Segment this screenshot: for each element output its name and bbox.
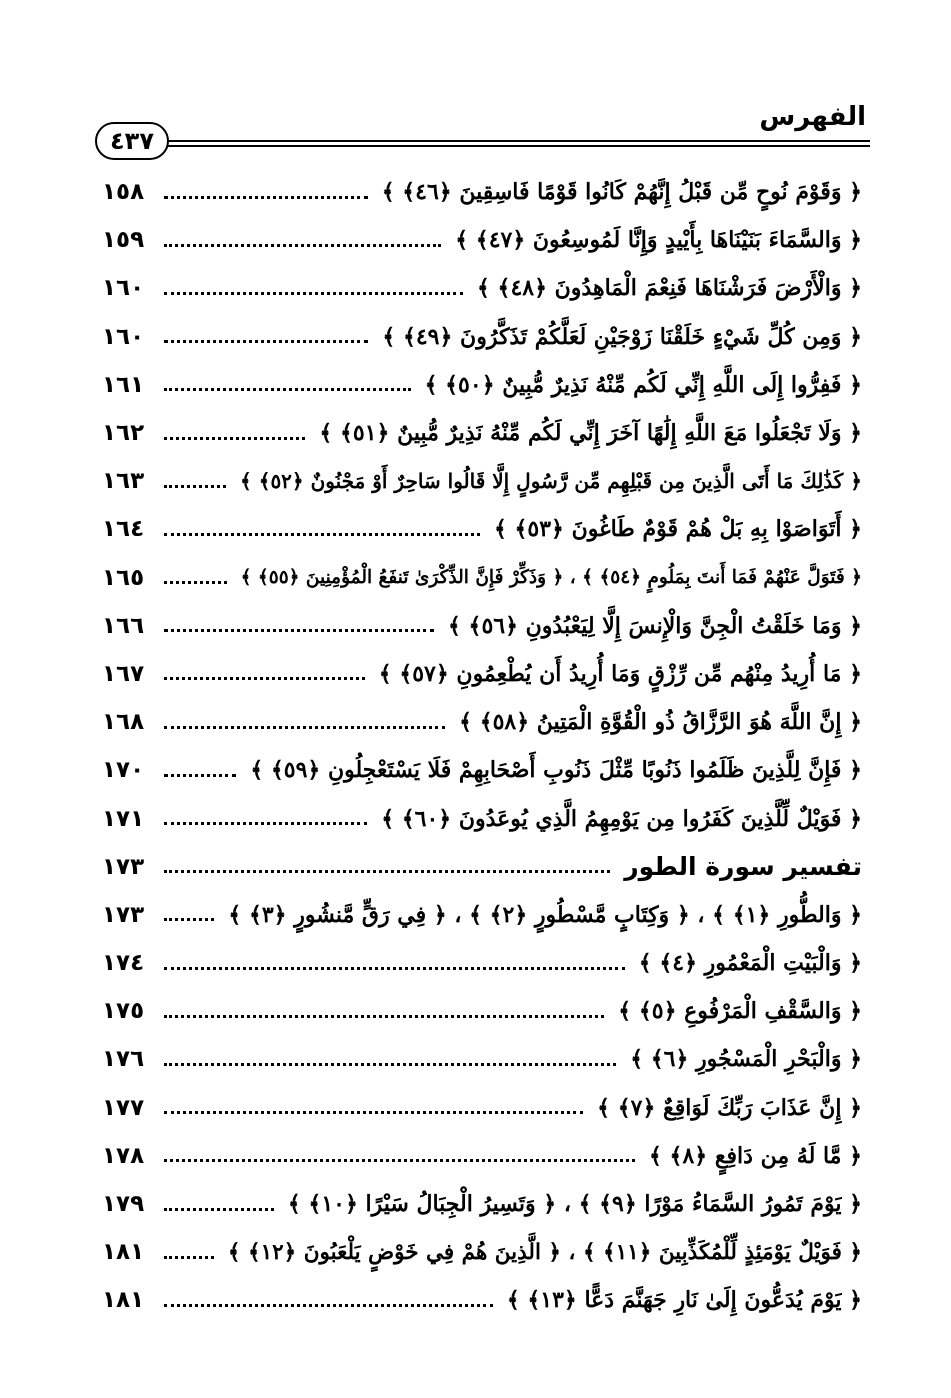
verse-text: ﴿ فَوَيْلٌ لِّلَّذِينَ كَفَرُوا مِن يَوْمِهِمُ الَّذِي يُوعَدُونَ ﴿٦٠﴾ ﴾	[375, 806, 862, 832]
dot-leader	[164, 774, 236, 777]
page-reference: ١٥٩	[102, 227, 145, 254]
verse-text: ﴿ إِنَّ اللَّهَ هُوَ الرَّزَّاقُ ذُو الْقُوَّةِ الْمَتِينُ ﴿٥٨﴾ ﴾	[453, 709, 862, 735]
index-entry	[102, 939, 862, 987]
dot-leader	[164, 918, 214, 921]
page-reference: ١٧٣	[102, 901, 145, 928]
page-header	[95, 100, 870, 160]
index-entry	[102, 650, 862, 698]
page-reference: ١٧٣	[102, 853, 145, 880]
page-reference: ١٧٥	[102, 998, 145, 1025]
verse-text: ﴿ فَوَيْلٌ يَوْمَئِذٍ لِّلْمُكَذِّبِينَ ﴿١١﴾ ﴾ ، ﴿ الَّذِينَ هُمْ فِي خَوْضٍ يَلْعَبُونَ ﴿١٢﴾ ﴾	[222, 1240, 862, 1265]
dot-leader	[164, 1159, 635, 1162]
dot-leader	[164, 196, 368, 199]
verse-text: ﴿ وَقَوْمَ نُوحٍ مِّن قَبْلُ إِنَّهُمْ كَانُوا قَوْمًا فَاسِقِينَ ﴿٤٦﴾ ﴾	[376, 179, 862, 205]
index-entry	[102, 216, 862, 264]
verse-text: ﴿ كَذَٰلِكَ مَا أَتَى الَّذِينَ مِن قَبْلِهِم مِّن رَّسُولٍ إِلَّا قَالُوا سَاحِرٌ أَوْ مَجْنُونٌ ﴿٥٢﴾ ﴾	[234, 469, 862, 493]
verse-text: ﴿ وَالْأَرْضَ فَرَشْنَاهَا فَنِعْمَ الْمَاهِدُونَ ﴿٤٨﴾ ﴾	[471, 275, 862, 301]
index-entry	[102, 602, 862, 650]
header-rule	[155, 140, 870, 147]
index-entry	[102, 457, 862, 505]
page-reference: ١٥٨	[102, 179, 145, 206]
index-entry	[102, 409, 862, 457]
index-entries	[102, 168, 862, 1325]
index-entry	[102, 168, 862, 216]
index-entry	[102, 505, 862, 553]
dot-leader	[164, 1304, 493, 1307]
index-entry	[102, 1180, 862, 1228]
dot-leader	[164, 581, 227, 584]
verse-text: ﴿ يَوْمَ يُدَعُّونَ إِلَىٰ نَارِ جَهَنَّمَ دَعًّا ﴿١٣﴾ ﴾	[501, 1287, 862, 1313]
page-reference: ١٦٠	[102, 275, 145, 302]
dot-leader	[164, 388, 411, 391]
dot-leader	[164, 437, 305, 440]
dot-leader	[164, 629, 434, 632]
page-reference: ١٧١	[102, 805, 145, 832]
dot-leader	[164, 870, 610, 873]
page-reference: ١٦٧	[102, 660, 145, 687]
verse-text: ﴿ أَتَوَاصَوْا بِهِ بَلْ هُمْ قَوْمٌ طَاغُونَ ﴿٥٣﴾ ﴾	[488, 516, 862, 542]
verse-text: ﴿ وَمِن كُلِّ شَيْءٍ خَلَقْنَا زَوْجَيْنِ لَعَلَّكُمْ تَذَكَّرُونَ ﴿٤٩﴾ ﴾	[376, 324, 862, 350]
index-entry	[102, 987, 862, 1035]
index-entry	[102, 794, 862, 842]
index-entry	[102, 891, 862, 939]
page-reference: ١٦٤	[102, 516, 145, 543]
section-heading: تفسير سورة الطور	[618, 852, 862, 881]
dot-leader	[164, 677, 365, 680]
verse-text: ﴿ وَالْبَحْرِ الْمَسْجُورِ ﴿٦﴾ ﴾	[624, 1046, 862, 1072]
page-reference: ١٧٠	[102, 757, 145, 784]
page-reference: ١٦٨	[102, 709, 145, 736]
verse-text: ﴿ وَالْبَيْتِ الْمَعْمُورِ ﴿٤﴾ ﴾	[633, 950, 862, 976]
verse-text: ﴿ إِنَّ عَذَابَ رَبِّكَ لَوَاقِعٌ ﴿٧﴾ ﴾	[591, 1095, 862, 1121]
verse-text: ﴿ وَالسَّمَاءَ بَنَيْنَاهَا بِأَيْيدٍ وَإِنَّا لَمُوسِعُونَ ﴿٤٧﴾ ﴾	[449, 227, 862, 253]
verse-text: ﴿ مَا أُرِيدُ مِنْهُم مِّن رِّزْقٍ وَمَا أُرِيدُ أَن يُطْعِمُونِ ﴿٥٧﴾ ﴾	[373, 661, 862, 687]
dot-leader	[164, 1208, 274, 1211]
index-entry	[102, 313, 862, 361]
section-heading-row	[102, 843, 862, 891]
index-entry	[102, 1228, 862, 1276]
index-entry	[102, 1035, 862, 1083]
verse-text: ﴿ فَإِنَّ لِلَّذِينَ ظَلَمُوا ذَنُوبًا مِّثْلَ ذَنُوبِ أَصْحَابِهِمْ فَلَا يَسْتَعْجِلُونِ ﴿٥٩﴾ ﴾	[244, 757, 862, 783]
page-reference: ١٧٨	[102, 1142, 145, 1169]
page-reference: ١٨١	[102, 1287, 145, 1314]
verse-text: ﴿ وَالطُّورِ ﴿١﴾ ﴾ ، ﴿ وَكِتَابٍ مَّسْطُورٍ ﴿٢﴾ ﴾ ، ﴿ فِي رَقٍّ مَّنشُورٍ ﴿٣﴾ ﴾	[222, 902, 862, 928]
page-number-badge: ٤٣٧	[95, 122, 169, 160]
page-reference: ١٦٠	[102, 323, 145, 350]
index-entry	[102, 361, 862, 409]
verse-text: ﴿ فَتَوَلَّ عَنْهُمْ فَمَا أَنتَ بِمَلُومٍ ﴿٥٤﴾ ﴾ ، ﴿ وَذَكِّرْ فَإِنَّ الذِّكْرَىٰ تَنفَعُ الْمُؤْمِنِينَ ﴿٥٥﴾ ﴾	[235, 567, 862, 588]
page-reference: ١٨١	[102, 1239, 145, 1266]
page-reference: ١٧٤	[102, 950, 145, 977]
dot-leader	[164, 485, 226, 488]
dot-leader	[164, 244, 441, 247]
index-entry	[102, 554, 862, 602]
index-entry	[102, 746, 862, 794]
page-reference: ١٦٢	[102, 420, 145, 447]
dot-leader	[164, 1015, 604, 1018]
dot-leader	[164, 1111, 583, 1114]
verse-text: ﴿ فَفِرُّوا إِلَى اللَّهِ إِنِّي لَكُم مِّنْهُ نَذِيرٌ مُّبِينٌ ﴿٥٠﴾ ﴾	[419, 372, 862, 398]
dot-leader	[164, 1256, 214, 1259]
verse-text: ﴿ مَّا لَهُ مِن دَافِعٍ ﴿٨﴾ ﴾	[643, 1143, 862, 1169]
dot-leader	[164, 1063, 616, 1066]
verse-text: ﴿ وَمَا خَلَقْتُ الْجِنَّ وَالْإِنسَ إِلَّا لِيَعْبُدُونِ ﴿٥٦﴾ ﴾	[442, 613, 862, 639]
verse-text: ﴿ وَلَا تَجْعَلُوا مَعَ اللَّهِ إِلَٰهًا آخَرَ إِنِّي لَكُم مِّنْهُ نَذِيرٌ مُّبِينٌ ﴿٥١﴾ ﴾	[313, 420, 862, 446]
index-entry	[102, 1276, 862, 1324]
page-reference: ١٧٩	[102, 1191, 145, 1218]
page-reference: ١٦١	[102, 371, 145, 398]
verse-text: ﴿ وَالسَّقْفِ الْمَرْفُوعِ ﴿٥﴾ ﴾	[612, 998, 862, 1024]
verse-text: ﴿ يَوْمَ تَمُورُ السَّمَاءُ مَوْرًا ﴿٩﴾ ﴾ ، ﴿ وَتَسِيرُ الْجِبَالُ سَيْرًا ﴿١٠﴾ ﴾	[282, 1191, 862, 1217]
page-reference: ١٧٦	[102, 1046, 145, 1073]
page-reference: ١٦٥	[102, 564, 145, 591]
index-entry	[102, 698, 862, 746]
page-title: الفهرس	[759, 102, 866, 132]
index-entry	[102, 1132, 862, 1180]
dot-leader	[164, 726, 445, 729]
page-reference: ١٧٧	[102, 1094, 145, 1121]
index-entry	[102, 264, 862, 312]
index-entry	[102, 1084, 862, 1132]
page-reference: ١٦٣	[102, 468, 145, 495]
dot-leader	[164, 340, 368, 343]
page-reference: ١٦٦	[102, 612, 145, 639]
dot-leader	[164, 967, 625, 970]
dot-leader	[164, 292, 463, 295]
dot-leader	[164, 822, 367, 825]
dot-leader	[164, 533, 480, 536]
